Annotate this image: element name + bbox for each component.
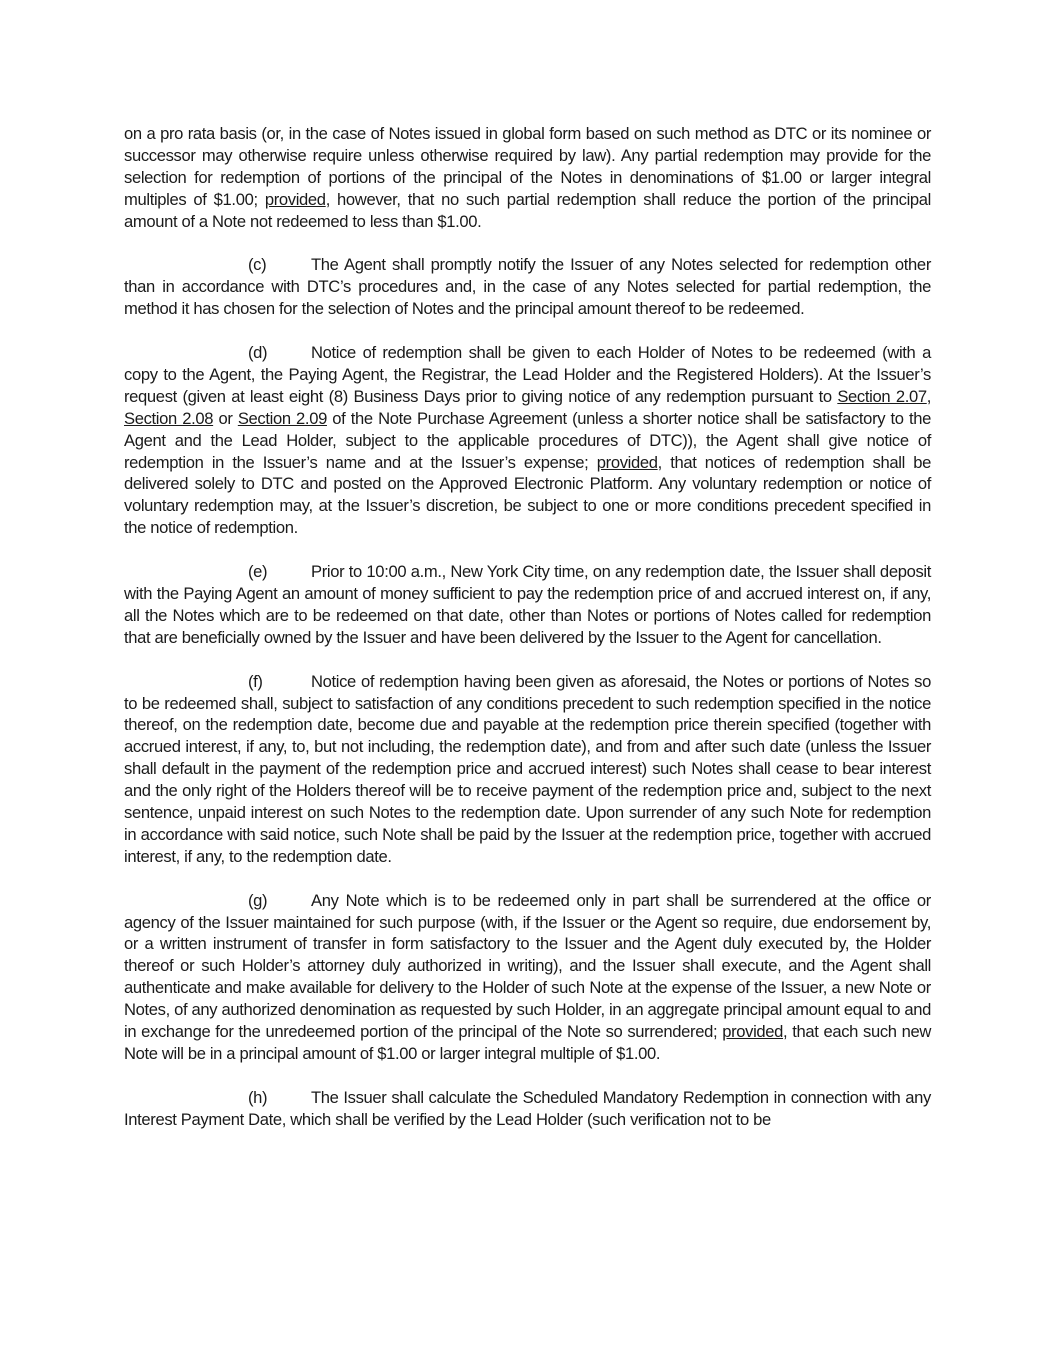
text-segment: , however, that no such partial redemption shall reduce the portion of the principal amount of a Note not redeemed to less than $1.00.	[124, 189, 932, 231]
text-segment: , that each such new Note will be in a principal amount of $1.00 or larger integral multiple of $1.00.	[124, 1022, 931, 1063]
text-segment: or	[213, 408, 238, 428]
text-segment: Any Note which is to be redeemed only in part shall be surrendered at the office or agency of the Issuer maintained for such purpose (with, if the Issuer or the Agent so require, due endorsement by, or a written instrument of transfer in form satisfactory to the Issuer and the Agent duly executed by, the Holder thereof or such Holder’s attorney duly authorized in writing), and the Issuer shall execute, and the Agent shall authenticate and make available for delivery to the Holder of such Note at the expense of the Issuer, a new Note or Notes, of any authorized denomination as requested by such Holder, in an aggregate principal amount equal to and in exchange for the unredeemed portion of the principal of the Note so surrendered;	[124, 890, 931, 1042]
clause-label: (c)	[248, 255, 267, 275]
paragraph-d	[124, 342, 931, 539]
clause-label: (e)	[248, 562, 268, 582]
provided-term: provided	[596, 452, 658, 472]
provided-term: provided	[264, 189, 326, 209]
text-segment: on a pro rata basis (or, in the case of Notes issued in global form based on such method as DTC or its nominee or successor may otherwise require unless otherwise required by law). Any partial redemption may provide for the selection for redemption of portions of the principal of the Notes in denominations of $1.00 or larger integral multiples of $1.00;	[124, 124, 931, 209]
paragraph-f	[124, 671, 931, 868]
paragraph-intro	[124, 123, 931, 233]
section-reference: Section 2.08	[124, 408, 214, 428]
text-segment: , that notices of redemption shall be delivered solely to DTC and posted on the Approved Electronic Platform. Any voluntary redemption or notice of voluntary redemption may, at the Issuer’s discretion, be subject to one or more conditions precedent specified in the notice of redemption.	[124, 452, 931, 538]
section-reference: Section 2.07	[837, 386, 927, 406]
clause-label: (d)	[248, 343, 268, 363]
text-segment: The Issuer shall calculate the Scheduled Mandatory Redemption in connection with any Interest Payment Date, which shall be verified by the Lead Holder (such verification not to be	[124, 1087, 931, 1129]
clause-label: (h)	[248, 1087, 268, 1107]
paragraph-g	[124, 890, 931, 1065]
clause-label: (f)	[248, 671, 263, 691]
text-segment: of the Note Purchase Agreement (unless a shorter notice shall be satisfactory to the Agent and the Lead Holder, subject to the applicable procedures of DTC)), the Agent shall give notice of redemption in the Issuer’s name and at the Issuer’s expense;	[124, 408, 931, 472]
text-segment: Notice of redemption having been given as aforesaid, the Notes or portions of Notes so to be redeemed shall, subject to satisfaction of any conditions precedent to such redemption specified in the notice thereof, on the redemption date, become due and payable at the redemption price therein specified (together with accrued interest, if any, to, but not including, the redemption date), and from and after such date (unless the Issuer shall default in the payment of the redemption price and accrued interest) such Notes shall cease to bear interest and the only right of the Holders thereof will be to receive payment of the redemption price and, subject to the next sentence, unpaid interest on such Notes to the redemption date. Upon surrender of any such Note for redemption in accordance with said notice, such Note shall be paid by the Issuer at the redemption price, together with accrued interest, if any, to the redemption date.	[124, 671, 931, 866]
paragraph-e	[124, 561, 931, 649]
text-segment: ,	[926, 386, 931, 406]
text-segment: Notice of redemption shall be given to each Holder of Notes to be redeemed (with a copy to the Agent, the Paying Agent, the Registrar, the Lead Holder and the Registered Holders). At the Issuer’s request (given at least eight (8) Business Days prior to giving notice of any redemption pursuant to	[124, 343, 931, 406]
section-reference: Section 2.09	[237, 408, 327, 428]
text-segment: Prior to 10:00 a.m., New York City time, on any redemption date, the Issuer shall deposit with the Paying Agent an amount of money sufficient to pay the redemption price of and accrued interest on, if any, all the Notes which are to be redeemed on that date, other than Notes or portions of Notes called for redemption that are beneficially owned by the Issuer and have been delivered by the Issuer to the Agent for cancellation.	[124, 562, 931, 647]
document-page	[124, 123, 931, 1152]
clause-label: (g)	[248, 890, 268, 910]
paragraph-c	[124, 254, 931, 320]
paragraph-h	[124, 1087, 931, 1131]
text-segment: The Agent shall promptly notify the Issuer of any Notes selected for redemption other than in accordance with DTC’s procedures and, in the case of any Notes selected for partial redemption, the method it has chosen for the selection of Notes and the principal amount thereof to be redeemed.	[124, 255, 931, 319]
provided-term: provided	[722, 1022, 784, 1042]
